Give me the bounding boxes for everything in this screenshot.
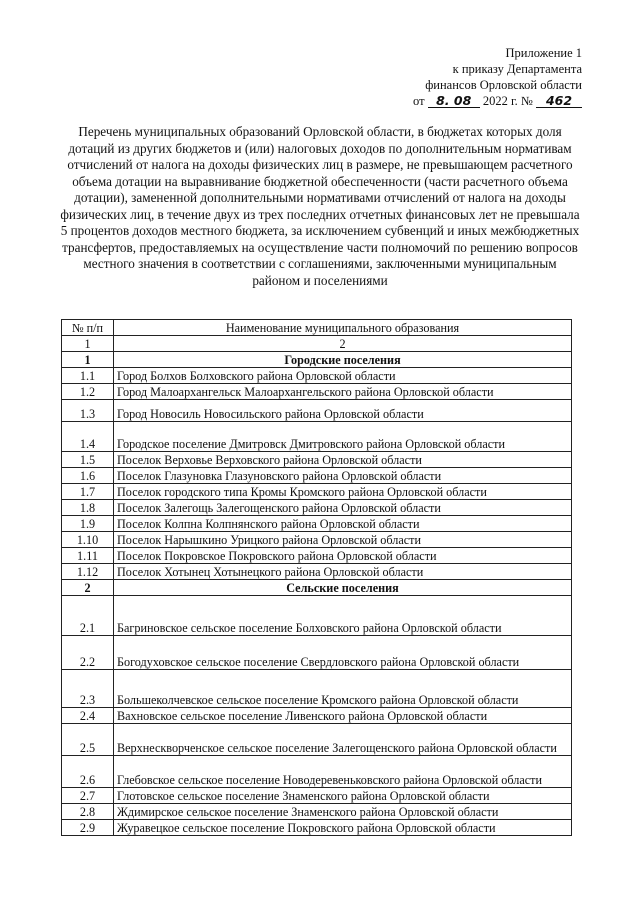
municipality-name: Ждимирское сельское поселение Знаменского района Орловской области (114, 804, 572, 820)
municipality-name: Багриновское сельское поселение Болховского района Орловской области (114, 596, 572, 636)
table-row (62, 596, 572, 636)
row-number: 2.7 (62, 788, 114, 804)
row-number: 2.4 (62, 708, 114, 724)
table-row (62, 468, 572, 484)
row-number: 2 (62, 580, 114, 596)
handwritten-date: 8. 08 (428, 94, 480, 108)
table-row (62, 708, 572, 724)
row-number: 1.7 (62, 484, 114, 500)
appendix-label: Приложение 1 (505, 46, 582, 60)
section-title: Городские поселения (114, 352, 572, 368)
table-row (62, 400, 572, 422)
column-numbering-row (62, 336, 572, 352)
table-row (62, 724, 572, 756)
municipality-name: Поселок Колпна Колпнянского района Орловской области (114, 516, 572, 532)
municipality-name: Поселок Глазуновка Глазуновского района Орловской области (114, 468, 572, 484)
handwritten-order-number: 462 (536, 94, 582, 108)
municipality-name: Глебовское сельское поселение Новодеревеньковского района Орловской области (114, 756, 572, 788)
table-row (62, 564, 572, 580)
municipality-name: Поселок Хотынец Хотынецкого района Орловской области (114, 564, 572, 580)
table-row (62, 636, 572, 670)
municipality-name: Поселок Покровское Покровского района Орловской области (114, 548, 572, 564)
column-number-1: 1 (62, 336, 114, 352)
municipalities-table (61, 319, 572, 836)
appendix-header (413, 45, 582, 109)
document-title: Перечень муниципальных образований Орловской области, в бюджетах которых доля дотаций из других бюджетов и (или) налоговых доходов по дополнительным нормативам отчислений от налога на доходы физических лиц в размере, не превышающем расчетного объема дотации на выравнивание бюджетной обеспеченности (части расчетного объема дотации), замененной дополнительными нормативами отчислений от налога на доходы физических лиц, в течение двух из трех последних отчетных финансовых лет не превышала 5 процентов доходов местного бюджета, за исключением субвенций и иных межбюджетных трансфертов, предоставляемых на осуществление части полномочий по решению вопросов местного значения в соответствии с соглашениями, заключенными муниципальным районом и поселениями (60, 124, 580, 288)
row-number: 1.11 (62, 548, 114, 564)
table-row (62, 368, 572, 384)
table-row (62, 500, 572, 516)
row-number: 1.8 (62, 500, 114, 516)
row-number: 1.6 (62, 468, 114, 484)
row-number: 1.4 (62, 422, 114, 452)
municipality-name: Поселок Залегощь Залегощенского района Орловской области (114, 500, 572, 516)
municipality-name: Вахновское сельское поселение Ливенского района Орловской области (114, 708, 572, 724)
row-number: 1.9 (62, 516, 114, 532)
table-header-row (62, 320, 572, 336)
municipality-name: Журавецкое сельское поселение Покровского района Орловской области (114, 820, 572, 836)
row-number: 1.2 (62, 384, 114, 400)
municipality-name: Город Малоархангельск Малоархангельского района Орловской области (114, 384, 572, 400)
row-number: 2.3 (62, 670, 114, 708)
table-row (62, 422, 572, 452)
table-row (62, 484, 572, 500)
order-date-line (413, 93, 582, 109)
table-row (62, 804, 572, 820)
column-header-name: Наименование муниципального образования (114, 320, 572, 336)
date-year: 2022 г. № (482, 94, 533, 108)
row-number: 2.6 (62, 756, 114, 788)
municipality-name: Большеколчевское сельское поселение Кромского района Орловской области (114, 670, 572, 708)
department-name: финансов Орловской области (425, 78, 582, 92)
municipality-name: Поселок городского типа Кромы Кромского района Орловской области (114, 484, 572, 500)
row-number: 2.2 (62, 636, 114, 670)
column-number-2: 2 (114, 336, 572, 352)
section-row (62, 580, 572, 596)
date-prefix: от (413, 94, 425, 108)
municipality-name: Городское поселение Дмитровск Дмитровского района Орловской области (114, 422, 572, 452)
row-number: 1.10 (62, 532, 114, 548)
row-number: 1.3 (62, 400, 114, 422)
row-number: 2.9 (62, 820, 114, 836)
municipality-name: Город Болхов Болховского района Орловской области (114, 368, 572, 384)
municipality-name: Поселок Нарышкино Урицкого района Орловской области (114, 532, 572, 548)
section-row (62, 352, 572, 368)
table-row (62, 516, 572, 532)
order-reference: к приказу Департамента (452, 62, 582, 76)
table-row (62, 532, 572, 548)
municipality-name: Богодуховское сельское поселение Свердловского района Орловской области (114, 636, 572, 670)
section-title: Сельские поселения (114, 580, 572, 596)
row-number: 2.8 (62, 804, 114, 820)
table-row (62, 452, 572, 468)
column-header-number: № п/п (62, 320, 114, 336)
table-row (62, 820, 572, 836)
municipality-name: Поселок Верховье Верховского района Орловской области (114, 452, 572, 468)
row-number: 1.12 (62, 564, 114, 580)
row-number: 2.1 (62, 596, 114, 636)
row-number: 1 (62, 352, 114, 368)
row-number: 1.5 (62, 452, 114, 468)
table-row (62, 670, 572, 708)
row-number: 1.1 (62, 368, 114, 384)
municipality-name: Город Новосиль Новосильского района Орловской области (114, 400, 572, 422)
table-row (62, 756, 572, 788)
municipality-name: Глотовское сельское поселение Знаменского района Орловской области (114, 788, 572, 804)
table-row (62, 788, 572, 804)
municipality-name: Верхнескворченское сельское поселение Залегощенского района Орловской области (114, 724, 572, 756)
table-row (62, 384, 572, 400)
row-number: 2.5 (62, 724, 114, 756)
table-row (62, 548, 572, 564)
